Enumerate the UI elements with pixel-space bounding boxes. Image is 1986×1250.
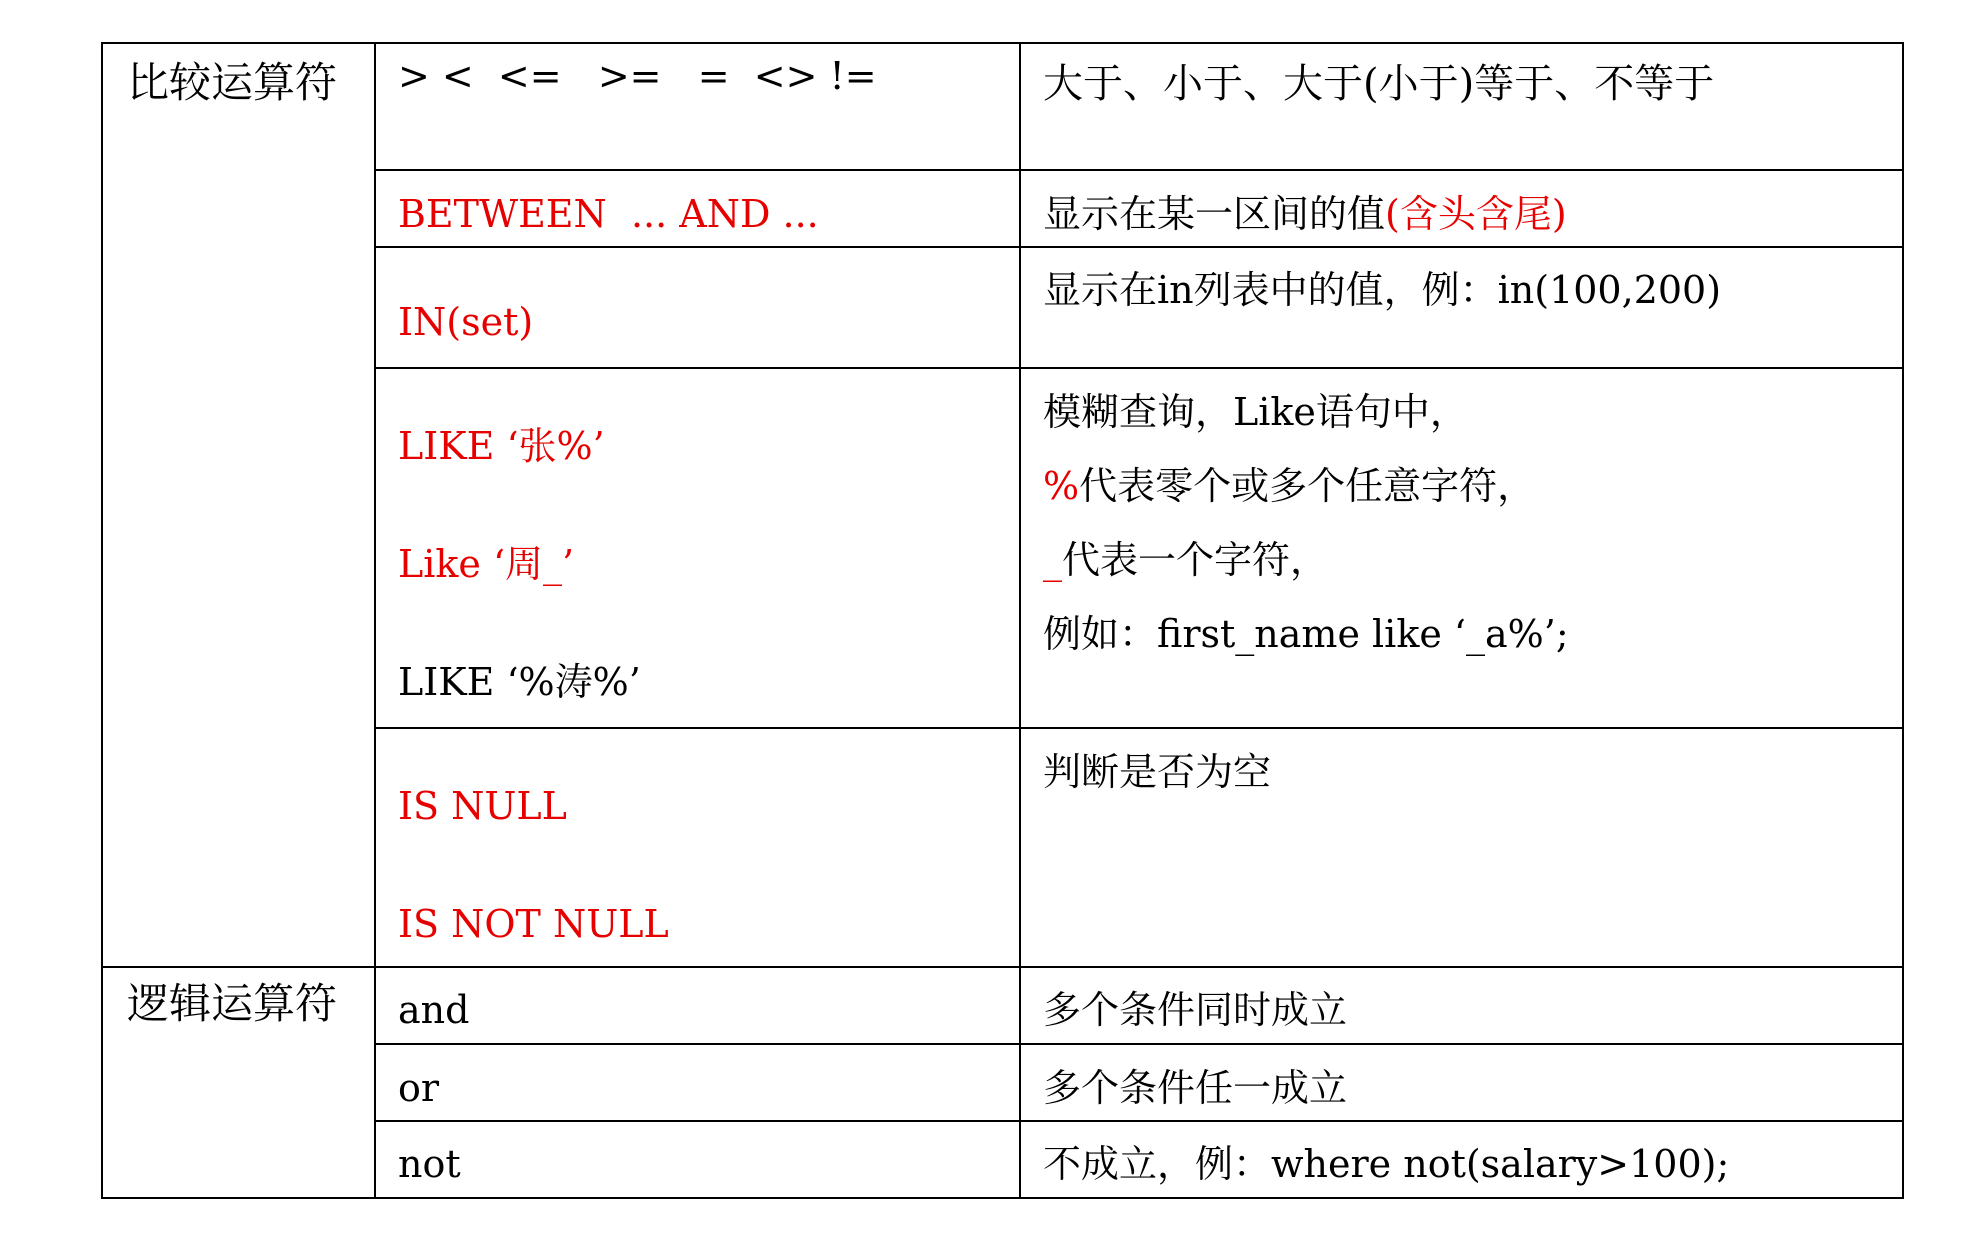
operator-not: not <box>398 1142 461 1186</box>
description-or: 多个条件任一成立 <box>1043 1066 1348 1110</box>
description-like <box>1043 390 1569 656</box>
description-between <box>1043 192 1567 236</box>
description-between-note: (含头含尾) <box>1385 192 1567 236</box>
col-divider-1 <box>374 44 376 1197</box>
operator-like-2: Like ‘周_’ <box>398 542 575 586</box>
percent-wildcard: % <box>1043 464 1080 508</box>
description-not: 不成立，例：where not(salary>100); <box>1043 1142 1730 1186</box>
operator-is-null: IS NULL <box>398 784 567 828</box>
row-divider <box>374 169 1902 171</box>
operator-and: and <box>398 988 470 1032</box>
row-divider <box>374 727 1902 729</box>
operator-comparison-symbols: > < <= >= = <> != <box>398 54 877 98</box>
row-divider <box>374 1120 1902 1122</box>
description-between-text: 显示在某一区间的值 <box>1043 192 1386 236</box>
operator-like-1: LIKE ‘张%’ <box>398 424 605 468</box>
category-logical: 逻辑运算符 <box>127 979 338 1028</box>
description-in: 显示在in列表中的值，例：in(100,200) <box>1043 268 1722 312</box>
operators-table <box>101 42 1904 1199</box>
description-comparison: 大于、小于、大于(小于)等于、不等于 <box>1043 61 1715 107</box>
row-divider <box>374 367 1902 369</box>
col-divider-2 <box>1019 44 1021 1197</box>
percent-wildcard-text: 代表零个或多个任意字符， <box>1079 464 1536 508</box>
category-comparison: 比较运算符 <box>127 58 338 107</box>
row-divider <box>374 246 1902 248</box>
group-divider <box>103 966 1902 968</box>
operator-is-not-null: IS NOT NULL <box>398 902 669 946</box>
description-is-null: 判断是否为空 <box>1043 750 1272 794</box>
operator-between: BETWEEN ... AND ... <box>398 192 819 236</box>
operator-in: IN(set) <box>398 300 534 344</box>
description-like-line-2 <box>1043 464 1569 538</box>
description-like-line-4: 例如：first_name like ‘_a%’; <box>1043 612 1569 656</box>
operator-like-3: LIKE ‘%涛%’ <box>398 660 641 704</box>
underscore-wildcard-text: 代表一个字符， <box>1062 538 1329 582</box>
description-and: 多个条件同时成立 <box>1043 988 1348 1032</box>
underscore-wildcard: _ <box>1043 538 1062 582</box>
description-like-line-3 <box>1043 538 1569 612</box>
description-like-line-1: 模糊查询，Like语句中， <box>1043 390 1468 434</box>
row-divider <box>374 1043 1902 1045</box>
operator-or: or <box>398 1066 440 1110</box>
